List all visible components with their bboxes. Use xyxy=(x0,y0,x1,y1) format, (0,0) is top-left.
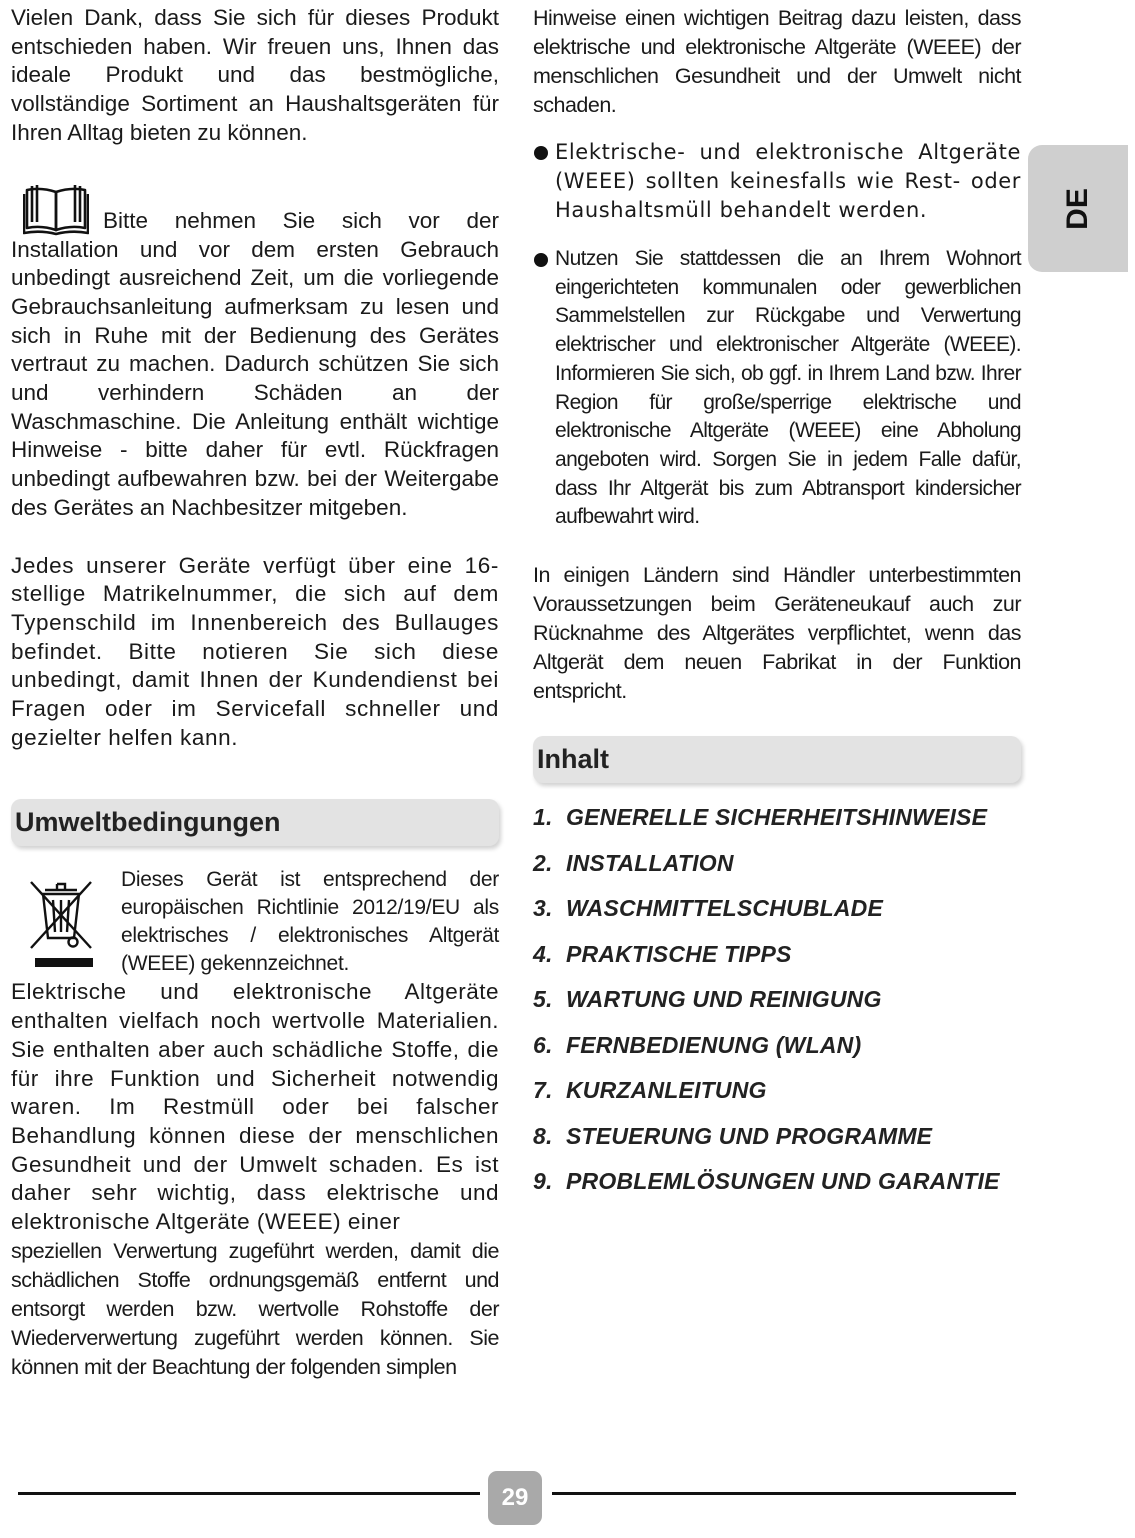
footer-rule-right xyxy=(552,1492,1016,1495)
weee-label-text: Dieses Gerät ist entsprechend der europäischen Richtlinie 2012/19/EU als elektrisches / elektronisches Altgerät (WEEE) gekennzeichnet. xyxy=(121,868,499,976)
environment-paragraph-b: speziellen Verwertung zugeführt werden, damit die schädlichen Stoffe ordnungsgemäß entfernt und entsorgt werden bzw. wertvolle Rohstoffe der Wiederverwertung zugeführt werden können. Sie können mit der Beachtung der folgenden simplen xyxy=(11,1238,499,1379)
toc-item[interactable]: 3. WASCHMITTELSCHUBLADE xyxy=(533,895,884,922)
dealers-paragraph: In einigen Ländern sind Händler unterbestimmten Voraussetzungen beim Geräteneukauf auch zur Rücknahme des Altgerätes verpflichtet, wenn das Altgerät dem neuen Fabrikat in der Funktion entspricht. xyxy=(533,563,1021,704)
toc-item[interactable]: 6. FERNBEDIENUNG (WLAN) xyxy=(533,1031,862,1058)
manual-notice xyxy=(11,182,499,236)
language-tab xyxy=(1028,145,1128,272)
toc-item[interactable]: 1. GENERELLE SICHERHEITSHINWEISE xyxy=(533,804,988,831)
bullet-item: Nutzen Sie stattdessen die an Ihrem Wohnort eingerichteten kommunalen oder gewerblichen Sammelstellen zur Rückgabe und Verwertung elektrischer und elektronischer Altgeräte (WEEE). Informieren Sie sich, ob ggf. in Ihrem Land bzw. Ihrer Region für große/sperrige elektrische und elektronische Altgeräte (WEEE) eine Abholung angeboten wird. Sorgen Sie in jedem Falle dafür, dass Ihr Altgerät bis zum Abtransport kindersicher aufbewahrt wird. xyxy=(533,245,1021,532)
disposal-bullets xyxy=(533,138,1021,532)
toc-item[interactable]: 8. STEUERUNG UND PROGRAMME xyxy=(533,1122,933,1149)
footer-rule-left xyxy=(18,1492,480,1495)
environment-heading xyxy=(11,799,499,846)
bullet-item: Elektrische- und elektronische Altgeräte (WEEE) sollten keinesfalls wie Rest- oder Haushaltsmüll behandelt werden. xyxy=(533,138,1021,225)
continued-paragraph: Hinweise einen wichtigen Beitrag dazu leisten, dass elektrische und elektronische Altgeräte (WEEE) der menschlichen Gesundheit und der Umwelt nicht schaden. xyxy=(533,6,1021,117)
weee-notice xyxy=(11,866,499,978)
open-book-icon xyxy=(23,182,89,236)
toc-item[interactable]: 5. WARTUNG UND REINIGUNG xyxy=(533,986,882,1013)
contents-heading xyxy=(533,736,1021,783)
toc-item[interactable]: 4. PRAKTISCHE TIPPS xyxy=(533,940,792,967)
toc-item[interactable]: 7. KURZANLEITUNG xyxy=(533,1077,767,1104)
language-tab-label: DE xyxy=(1061,187,1094,230)
left-column xyxy=(11,4,499,1382)
manual-first-line: Bitte nehmen Sie sich vor der xyxy=(103,207,499,233)
right-column xyxy=(533,4,1021,1205)
intro-paragraph: Vielen Dank, dass Sie sich für dieses Produkt entschieden haben. Wir freuen uns, Ihnen das ideale Produkt und das bestmögliche, vollständige Sortiment an Haushaltsgeräten für Ihren Alltag bieten zu können. xyxy=(11,5,499,145)
environment-paragraph-a: Elektrische und elektronische Altgeräte enthalten vielfach noch wertvolle Materialien. Sie enthalten aber auch schädliche Stoffe, die für ihre Funktion und Sicherheit notwendig waren. Im Restmüll oder bei falscher Behandlung können diese der menschlichen Gesundheit und der Umwelt schaden. Es ist daher sehr wichtig, dass elektrische und elektronische Altgeräte (WEEE) einer xyxy=(11,979,499,1235)
page-number: 29 xyxy=(488,1471,542,1525)
toc-item[interactable]: 2. INSTALLATION xyxy=(533,849,734,876)
serial-number-paragraph: Jedes unserer Geräte verfügt über eine 16-stellige Matrikelnummer, die sich auf dem Typenschild im Innenbereich des Bullauges befindet. Bitte notieren Sie sich diese unbedingt, damit Ihnen der Kundendienst bei Fragen oder im Servicefall schneller und gezielter helfen kann. xyxy=(11,552,499,750)
environment-heading-text: Umweltbedingungen xyxy=(15,807,281,838)
contents-heading-text: Inhalt xyxy=(537,744,609,775)
table-of-contents xyxy=(533,795,1021,1205)
manual-paragraph: Installation und vor dem ersten Gebrauch unbedingt ausreichend Zeit, um die vorliegende Gebrauchsanleitung aufmerksam zu lesen und sich in Ruhe mit der Bedienung des Gerätes vertraut zu machen. Dadurch schützen Sie sich und verhindern Schäden an der Waschmaschine. Die Anleitung enthält wichtige Hinweise - bitte daher für evtl. Rückfragen unbedingt aufbewahren bzw. bei der Weitergabe des Gerätes an Nachbesitzer mitgeben. xyxy=(11,236,499,520)
toc-item[interactable]: 9. PROBLEMLÖSUNGEN UND GARANTIE xyxy=(533,1168,1000,1195)
crossed-out-wheelie-bin-icon xyxy=(11,866,111,978)
